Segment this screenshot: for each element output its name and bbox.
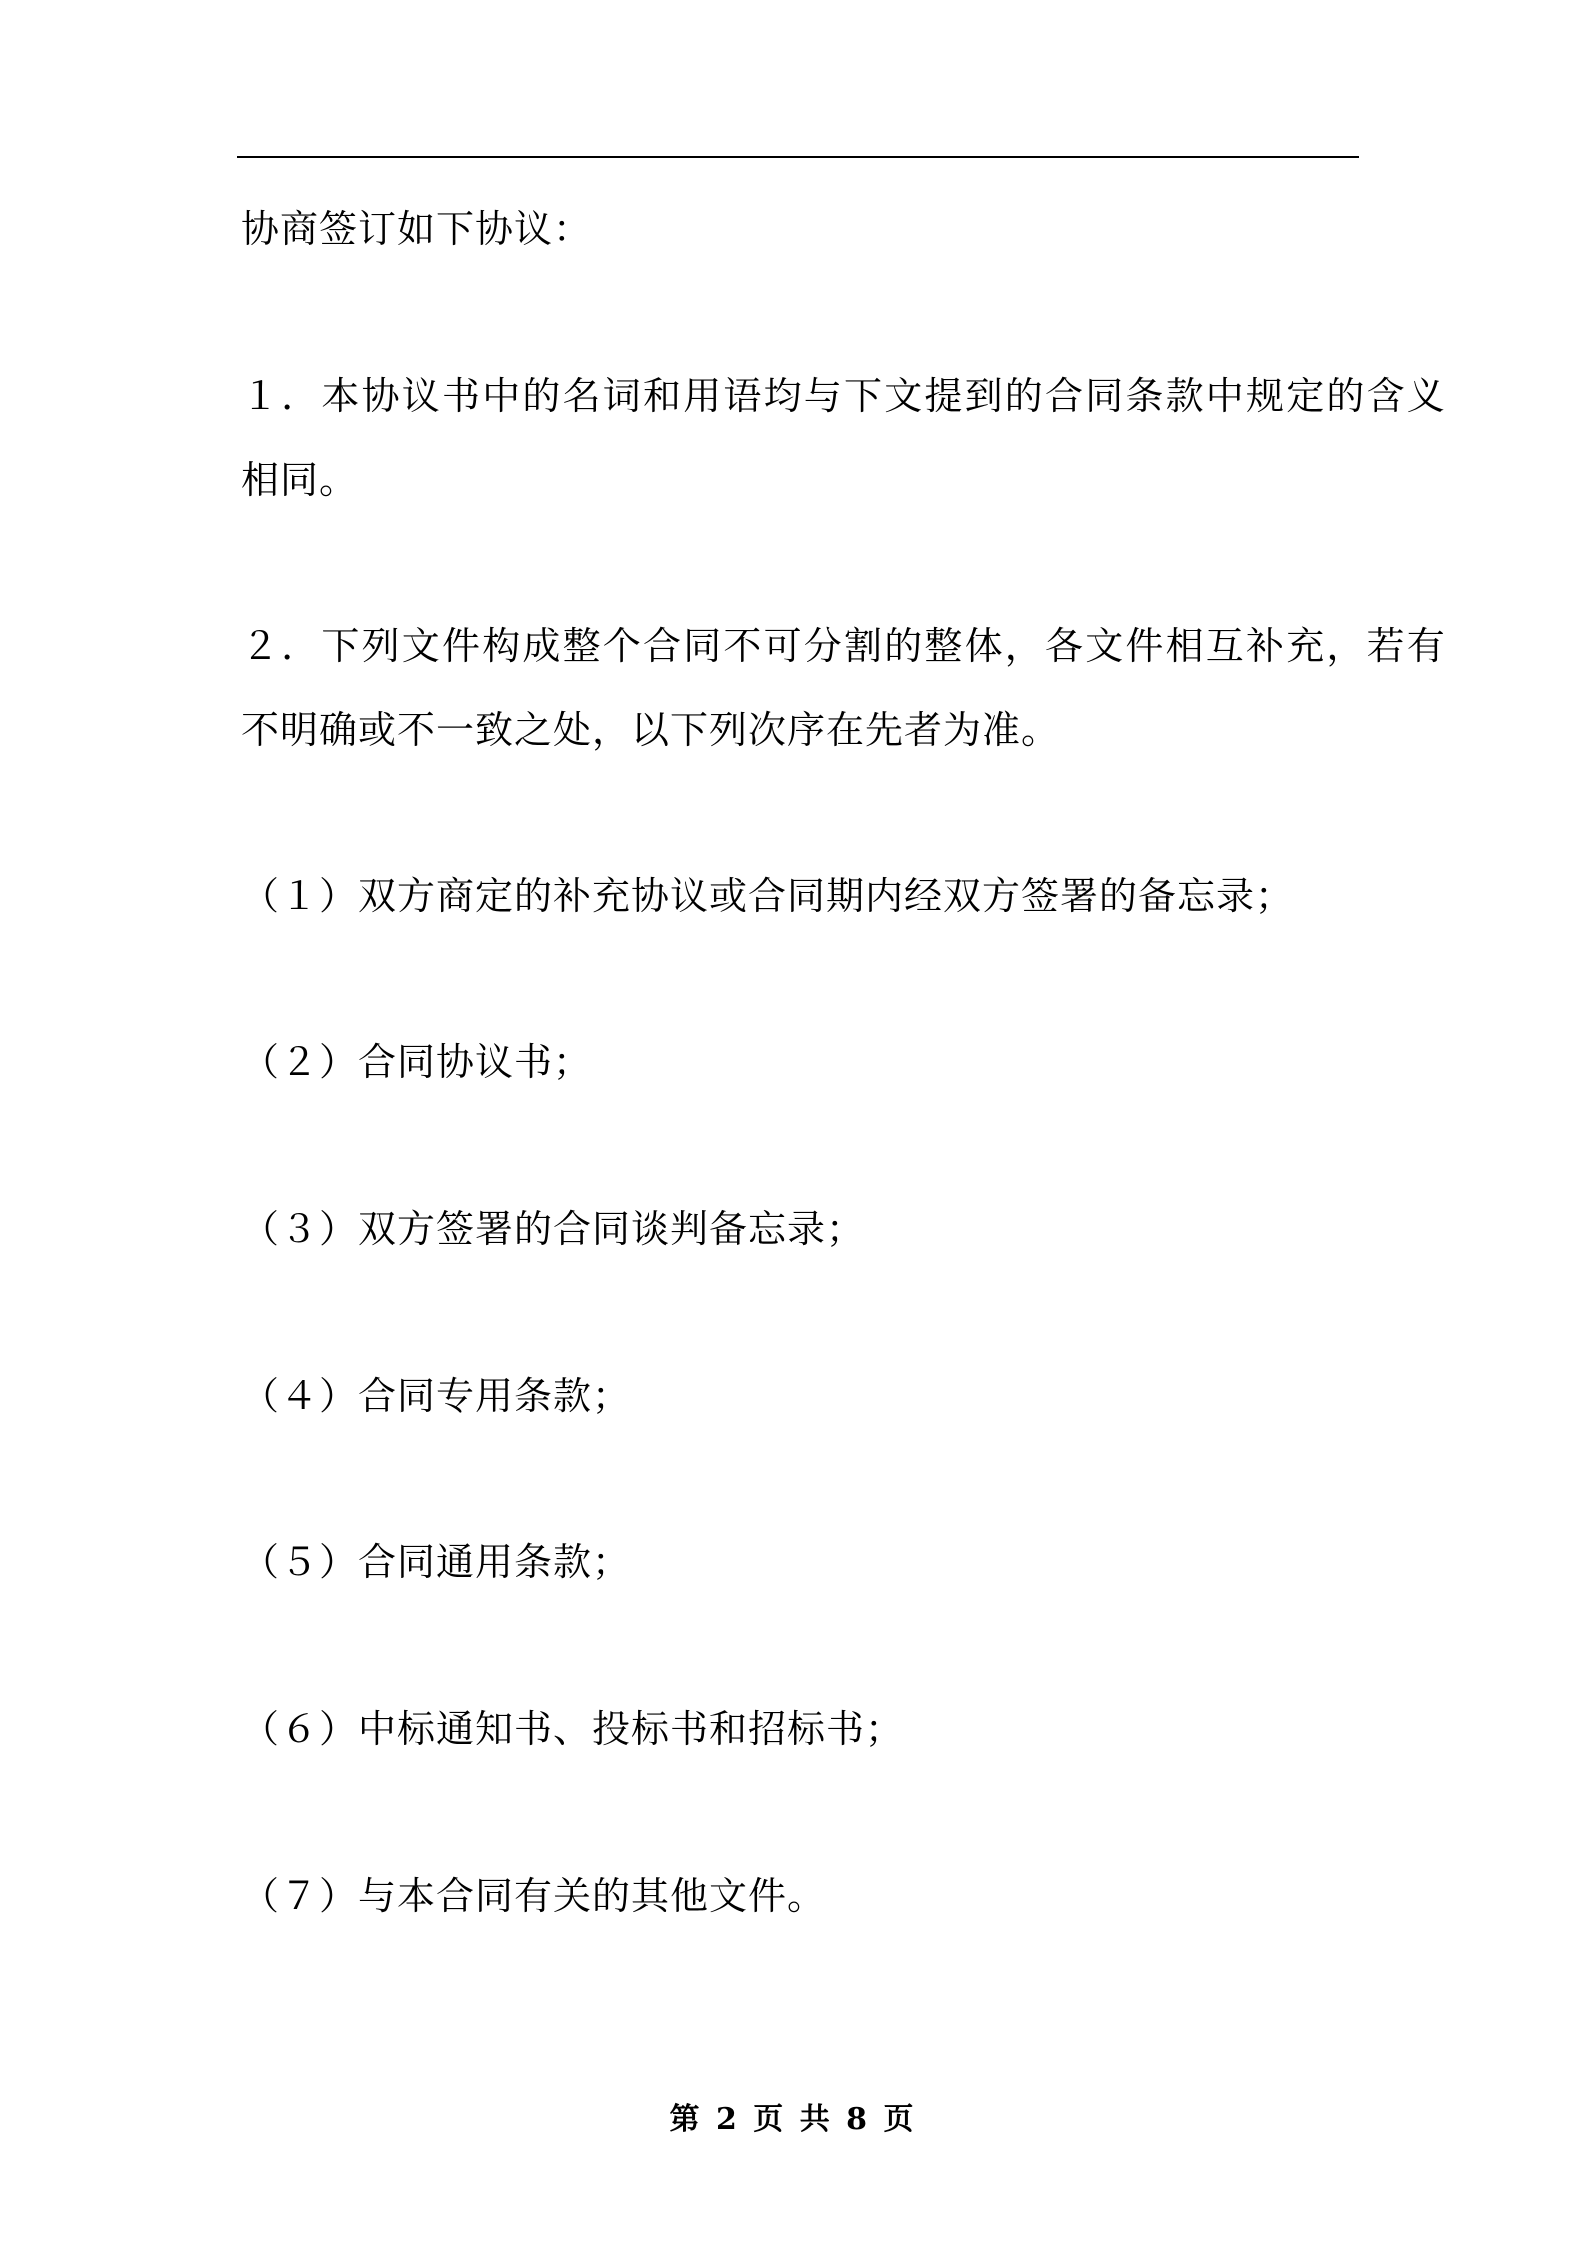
list-item-2: （２）合同协议书； (241, 1040, 593, 1084)
list-item-1: （１）双方商定的补充协议或合同期内经双方签署的备忘录； (241, 874, 1295, 918)
clause-1-line-1: １．本协议书中的名词和用语均与下文提到的合同条款中规定的含义 (241, 374, 1448, 418)
header-rule (237, 156, 1359, 158)
clause-2-line-1: ２．下列文件构成整个合同不可分割的整体，各文件相互补充，若有 (241, 624, 1448, 668)
page-number-footer: 第 2 页 共 8 页 (669, 2102, 917, 2137)
list-item-5: （５）合同通用条款； (241, 1540, 632, 1584)
clause-1-line-2: 相同。 (241, 458, 359, 502)
list-item-3: （３）双方签署的合同谈判备忘录； (241, 1207, 866, 1251)
list-item-6: （６）中标通知书、投标书和招标书； (241, 1707, 905, 1751)
list-item-4: （４）合同专用条款； (241, 1374, 632, 1418)
list-item-7: （７）与本合同有关的其他文件。 (241, 1874, 827, 1918)
intro-text: 协商签订如下协议： (241, 207, 593, 251)
clause-2-line-2: 不明确或不一致之处，以下列次序在先者为准。 (241, 708, 1061, 752)
